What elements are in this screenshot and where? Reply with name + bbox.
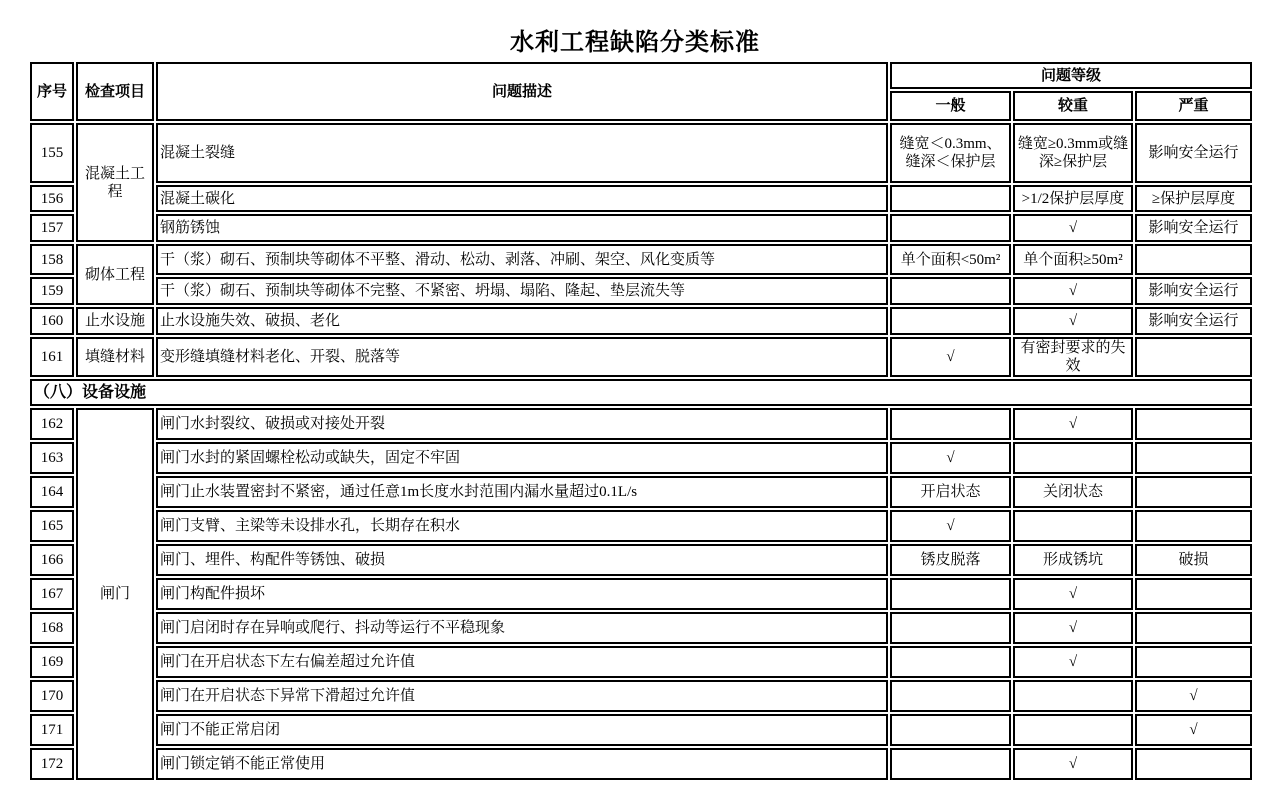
- table-row-162: [30, 408, 1252, 440]
- table-row-170: [30, 680, 1252, 712]
- table-row-163: [30, 442, 1252, 474]
- table-row-167: [30, 578, 1252, 610]
- table-row-164: [30, 476, 1252, 508]
- level-general-cell: [890, 214, 1011, 242]
- table-row-156: [30, 185, 1252, 212]
- desc-cell: 闸门在开启状态下左右偏差超过允许值: [156, 646, 888, 678]
- table-row-168: [30, 612, 1252, 644]
- level-severe-cell: [1135, 476, 1252, 508]
- desc-cell: 闸门构配件损坏: [156, 578, 888, 610]
- level-serious-cell: 缝宽≥0.3mm或缝深≥保护层: [1013, 123, 1133, 183]
- level-severe-cell: [1135, 612, 1252, 644]
- table-row-171: [30, 714, 1252, 746]
- level-general-cell: [890, 307, 1011, 335]
- table-row-158: [30, 244, 1252, 275]
- seq-cell: 164: [30, 476, 74, 508]
- col-header-level-severe: 严重: [1135, 91, 1252, 121]
- level-general-cell: √: [890, 510, 1011, 542]
- col-header-level-group: 问题等级: [890, 62, 1252, 89]
- seq-cell: 165: [30, 510, 74, 542]
- level-serious-cell: √: [1013, 612, 1133, 644]
- level-severe-cell: 影响安全运行: [1135, 307, 1252, 335]
- level-serious-cell: [1013, 510, 1133, 542]
- desc-cell: 闸门不能正常启闭: [156, 714, 888, 746]
- table-row-165: [30, 510, 1252, 542]
- seq-cell: 170: [30, 680, 74, 712]
- level-serious-cell: 形成锈坑: [1013, 544, 1133, 576]
- seq-cell: 157: [30, 214, 74, 242]
- level-serious-cell: 关闭状态: [1013, 476, 1133, 508]
- seq-cell: 162: [30, 408, 74, 440]
- level-general-cell: [890, 680, 1011, 712]
- desc-cell: 闸门启闭时存在异响或爬行、抖动等运行不平稳现象: [156, 612, 888, 644]
- seq-cell: 156: [30, 185, 74, 212]
- level-severe-cell: 影响安全运行: [1135, 123, 1252, 183]
- level-severe-cell: √: [1135, 680, 1252, 712]
- level-serious-cell: √: [1013, 646, 1133, 678]
- seq-cell: 160: [30, 307, 74, 335]
- level-severe-cell: 破损: [1135, 544, 1252, 576]
- level-general-cell: 锈皮脱落: [890, 544, 1011, 576]
- level-general-cell: [890, 748, 1011, 780]
- level-severe-cell: [1135, 748, 1252, 780]
- level-severe-cell: [1135, 578, 1252, 610]
- seq-cell: 172: [30, 748, 74, 780]
- desc-cell: 闸门锁定销不能正常使用: [156, 748, 888, 780]
- level-general-cell: [890, 612, 1011, 644]
- level-severe-cell: [1135, 408, 1252, 440]
- level-severe-cell: [1135, 337, 1252, 377]
- level-serious-cell: √: [1013, 307, 1133, 335]
- level-serious-cell: √: [1013, 408, 1133, 440]
- desc-cell: 钢筋锈蚀: [156, 214, 888, 242]
- level-general-cell: [890, 646, 1011, 678]
- level-general-cell: [890, 714, 1011, 746]
- level-severe-cell: ≥保护层厚度: [1135, 185, 1252, 212]
- desc-cell: 闸门水封的紧固螺栓松动或缺失，固定不牢固: [156, 442, 888, 474]
- col-header-seq: 序号: [30, 62, 74, 121]
- section-header-row: [30, 379, 1252, 406]
- table-row-166: [30, 544, 1252, 576]
- desc-cell: 止水设施失效、破损、老化: [156, 307, 888, 335]
- seq-cell: 168: [30, 612, 74, 644]
- table-row-169: [30, 646, 1252, 678]
- desc-cell: 干（浆）砌石、预制块等砌体不完整、不紧密、坍塌、塌陷、隆起、垫层流失等: [156, 277, 888, 305]
- table-row-161: [30, 337, 1252, 377]
- table-row-160: [30, 307, 1252, 335]
- document-title: 水利工程缺陷分类标准: [510, 29, 760, 56]
- level-general-cell: 开启状态: [890, 476, 1011, 508]
- desc-cell: 闸门、埋件、构配件等锈蚀、破损: [156, 544, 888, 576]
- level-serious-cell: 单个面积≥50m²: [1013, 244, 1133, 275]
- level-general-cell: [890, 277, 1011, 305]
- col-header-desc: 问题描述: [156, 62, 888, 121]
- table-row-172: [30, 748, 1252, 780]
- level-severe-cell: 影响安全运行: [1135, 277, 1252, 305]
- desc-cell: 变形缝填缝材料老化、开裂、脱落等: [156, 337, 888, 377]
- level-serious-cell: [1013, 442, 1133, 474]
- desc-cell: 闸门支臂、主梁等未设排水孔，长期存在积水: [156, 510, 888, 542]
- level-general-cell: 单个面积<50m²: [890, 244, 1011, 275]
- level-general-cell: [890, 578, 1011, 610]
- seq-cell: 159: [30, 277, 74, 305]
- level-serious-cell: >1/2保护层厚度: [1013, 185, 1133, 212]
- level-serious-cell: √: [1013, 578, 1133, 610]
- item-cell-concrete: 混凝土工程: [76, 123, 154, 242]
- desc-cell: 闸门止水装置密封不紧密，通过任意1m长度水封范围内漏水量超过0.1L/s: [156, 476, 888, 508]
- item-cell-gate: 闸门: [76, 408, 154, 780]
- header-row-1: [30, 62, 1252, 89]
- seq-cell: 169: [30, 646, 74, 678]
- desc-cell: 混凝土碳化: [156, 185, 888, 212]
- table-row-157: [30, 214, 1252, 242]
- seq-cell: 158: [30, 244, 74, 275]
- seq-cell: 171: [30, 714, 74, 746]
- table-row-159: [30, 277, 1252, 305]
- seq-cell: 155: [30, 123, 74, 183]
- level-serious-cell: 有密封要求的失效: [1013, 337, 1133, 377]
- level-general-cell: 缝宽＜0.3mm、缝深＜保护层: [890, 123, 1011, 183]
- seq-cell: 161: [30, 337, 74, 377]
- level-serious-cell: √: [1013, 214, 1133, 242]
- level-general-cell: [890, 408, 1011, 440]
- section-header-label: （八）设备设施: [30, 379, 1252, 406]
- level-serious-cell: √: [1013, 277, 1133, 305]
- seq-cell: 166: [30, 544, 74, 576]
- level-serious-cell: √: [1013, 748, 1133, 780]
- level-severe-cell: √: [1135, 714, 1252, 746]
- seq-cell: 167: [30, 578, 74, 610]
- item-cell-waterstop: 止水设施: [76, 307, 154, 335]
- item-cell-masonry: 砌体工程: [76, 244, 154, 305]
- seq-cell: 163: [30, 442, 74, 474]
- table-row-155: [30, 123, 1252, 183]
- col-header-item: 检查项目: [76, 62, 154, 121]
- level-serious-cell: [1013, 714, 1133, 746]
- item-cell-joint-filler: 填缝材料: [76, 337, 154, 377]
- desc-cell: 闸门水封裂纹、破损或对接处开裂: [156, 408, 888, 440]
- level-severe-cell: [1135, 646, 1252, 678]
- level-general-cell: √: [890, 442, 1011, 474]
- desc-cell: 混凝土裂缝: [156, 123, 888, 183]
- level-severe-cell: [1135, 510, 1252, 542]
- level-general-cell: [890, 185, 1011, 212]
- level-serious-cell: [1013, 680, 1133, 712]
- level-severe-cell: [1135, 244, 1252, 275]
- desc-cell: 干（浆）砌石、预制块等砌体不平整、滑动、松动、剥落、冲刷、架空、风化变质等: [156, 244, 888, 275]
- col-header-level-serious: 较重: [1013, 91, 1133, 121]
- document-page: [28, 0, 1242, 782]
- col-header-level-general: 一般: [890, 91, 1011, 121]
- defect-classification-table: [28, 60, 1254, 782]
- desc-cell: 闸门在开启状态下异常下滑超过允许值: [156, 680, 888, 712]
- level-severe-cell: [1135, 442, 1252, 474]
- level-general-cell: √: [890, 337, 1011, 377]
- level-severe-cell: 影响安全运行: [1135, 214, 1252, 242]
